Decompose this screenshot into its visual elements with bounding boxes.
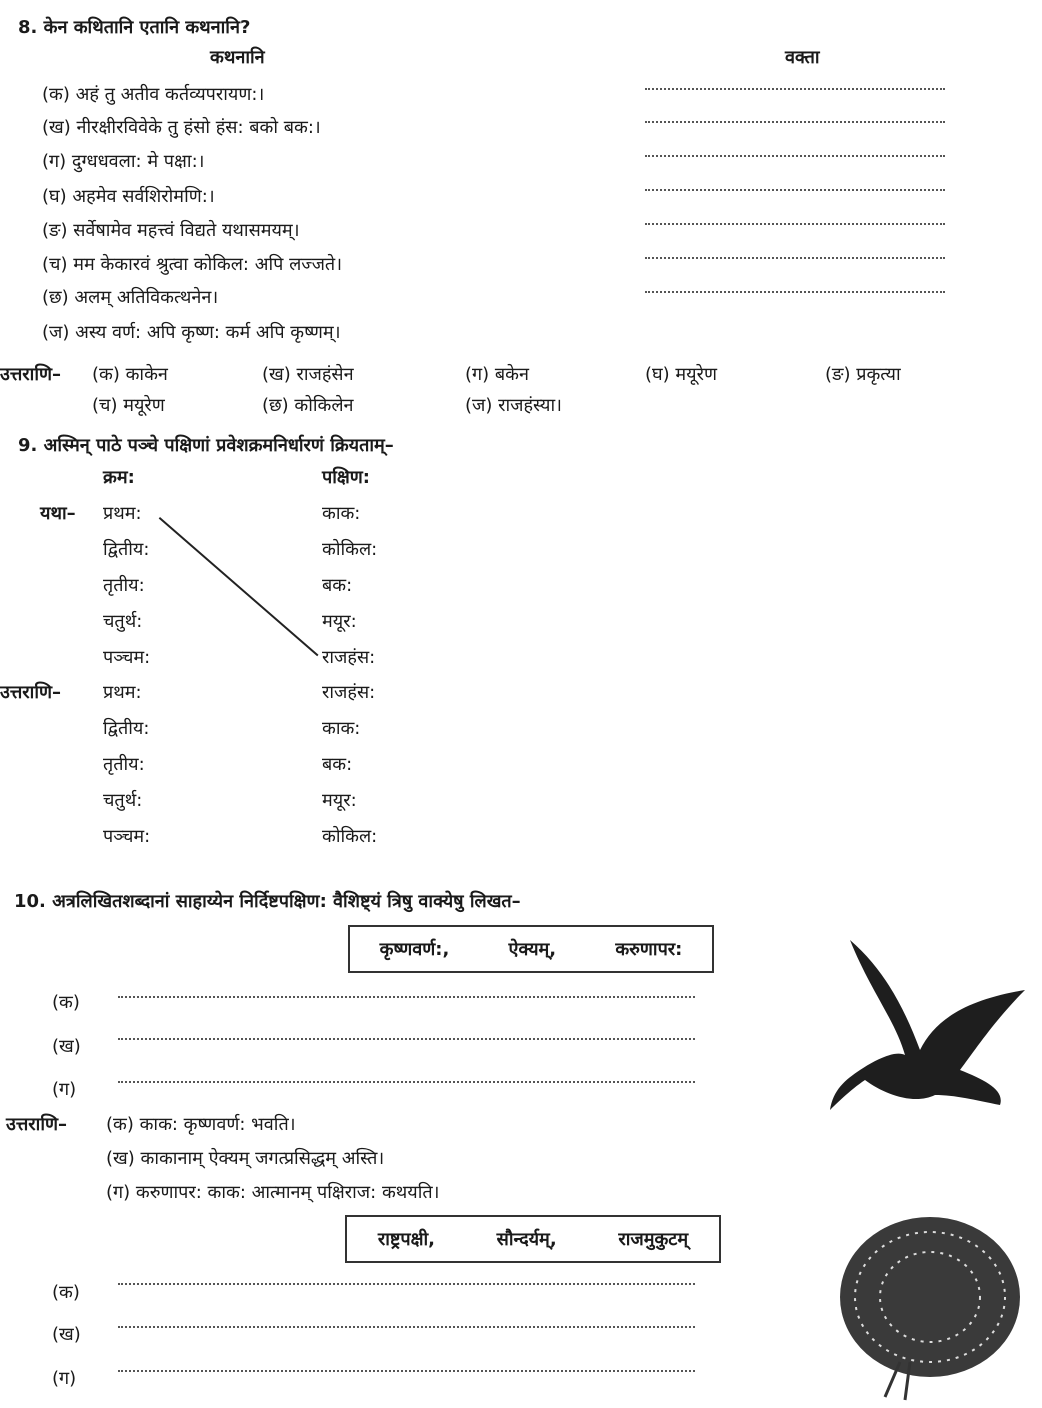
q8-answer: (क) काकेन (92, 364, 168, 385)
q10-title: 10. अत्रलिखितशब्दानां साहाय्येन निर्दिष्टपक्षिण: वैशिष्ट्यं त्रिषु वाक्येषु लिखत– (14, 891, 521, 912)
q9-bird: मयूर: (322, 611, 357, 632)
answer-blank[interactable] (645, 155, 945, 157)
q9-order: तृतीय: (103, 754, 145, 775)
answer-blank[interactable] (645, 223, 945, 225)
q9-bird: काक: (322, 718, 361, 739)
q8-title: 8. केन कथितानि एतानि कथनानि? (18, 17, 251, 38)
q8-answer: (छ) कोकिलेन (262, 395, 354, 416)
q9-title: 9. अस्मिन् पाठे पञ्चे पक्षिणां प्रवेशक्रमनिर्धारणं क्रियताम्– (18, 435, 394, 456)
q8-answer: (ग) बकेन (465, 364, 529, 385)
answer-blank[interactable] (118, 1038, 695, 1040)
q9-order: पञ्चम: (103, 826, 151, 847)
q10-answer: (ख) काकानाम् ऐक्यम् जगत्प्रसिद्धम् अस्ति। (106, 1148, 385, 1169)
q8-answer: (ज) राजहंस्या। (465, 395, 562, 416)
q9-bird: राजहंस: (322, 647, 376, 668)
q8-answer: (ख) राजहंसेन (262, 364, 354, 385)
q10-answers-label: उत्तराणि– (6, 1114, 68, 1135)
q8-item: (ङ) सर्वेषामेव महत्त्वं विद्यते यथासमयम्। (42, 220, 300, 241)
word-box-crow (348, 925, 714, 973)
q9-bird: कोकिल: (322, 539, 378, 560)
word: राष्ट्रपक्षी, (377, 1229, 435, 1250)
answer-blank[interactable] (645, 88, 945, 90)
q9-order: द्वितीय: (103, 539, 150, 560)
q8-answer: (घ) मयूरेण (645, 364, 717, 385)
q9-order: प्रथम: (103, 503, 142, 524)
word: राजमुकुटम् (618, 1229, 689, 1250)
q8-item: (घ) अहमेव सर्वशिरोमणि:। (42, 186, 215, 207)
q10-answer: (क) काक: कृष्णवर्ण: भवति। (106, 1114, 296, 1135)
q8-answer: (ङ) प्रकृत्या (825, 364, 901, 385)
q8-col-speaker: वक्ता (785, 47, 820, 68)
answer-blank[interactable] (118, 1370, 695, 1372)
q9-col-birds: पक्षिण: (322, 467, 371, 488)
matching-line (159, 517, 319, 656)
answer-blank[interactable] (118, 1283, 695, 1285)
q8-item: (छ) अलम् अतिविकत्थनेन। (42, 287, 219, 308)
word-box-peacock (345, 1215, 721, 1263)
q10-label: (ग) (52, 1368, 77, 1389)
q9-bird: काक: (322, 503, 361, 524)
q10-label: (क) (52, 1282, 80, 1303)
q9-order: चतुर्थ: (103, 611, 143, 632)
q8-item: (च) मम केकारवं श्रुत्वा कोकिल: अपि लज्जते। (42, 254, 343, 275)
q9-col-order: क्रम: (103, 467, 135, 488)
q9-example-label: यथा– (40, 503, 76, 524)
answer-blank[interactable] (118, 1326, 695, 1328)
q8-answers-label: उत्तराणि– (0, 364, 62, 385)
q9-bird: राजहंस: (322, 682, 376, 703)
q9-bird: कोकिल: (322, 826, 378, 847)
answer-blank[interactable] (118, 996, 695, 998)
q8-item: (क) अहं तु अतीव कर्तव्यपरायण:। (42, 84, 265, 105)
q9-bird: बक: (322, 575, 353, 596)
crow-illustration (825, 930, 1035, 1145)
answer-blank[interactable] (645, 257, 945, 259)
q10-label: (ख) (52, 1036, 81, 1057)
q8-answer: (च) मयूरेण (92, 395, 165, 416)
q8-item: (ग) दुग्धधवला: मे पक्षा:। (42, 151, 205, 172)
peacock-illustration (830, 1212, 1025, 1407)
q8-item: (ख) नीरक्षीरविवेके तु हंसो हंस: बको बक:। (42, 117, 321, 138)
q9-order: द्वितीय: (103, 718, 150, 739)
q9-order: तृतीय: (103, 575, 145, 596)
q8-col-statements: कथनानि (210, 47, 265, 68)
q9-bird: मयूर: (322, 790, 357, 811)
q10-answer: (ग) करुणापर: काक: आत्मानम् पक्षिराज: कथयति। (106, 1182, 440, 1203)
q9-order: पञ्चम: (103, 647, 151, 668)
q10-label: (क) (52, 992, 80, 1013)
word: करुणापर: (615, 939, 683, 960)
q10-label: (ख) (52, 1324, 81, 1345)
q9-answers-label: उत्तराणि– (0, 682, 62, 703)
answer-blank[interactable] (645, 121, 945, 123)
answer-blank[interactable] (645, 189, 945, 191)
q10-label: (ग) (52, 1079, 77, 1100)
q9-order: प्रथम: (103, 682, 142, 703)
word: ऐक्यम्, (508, 939, 557, 960)
q8-item: (ज) अस्य वर्ण: अपि कृष्ण: कर्म अपि कृष्णम्। (42, 322, 341, 343)
q9-bird: बक: (322, 754, 353, 775)
q9-order: चतुर्थ: (103, 790, 143, 811)
word: सौन्दर्यम्, (496, 1229, 557, 1250)
answer-blank[interactable] (645, 291, 945, 293)
word: कृष्णवर्ण:, (379, 939, 450, 960)
answer-blank[interactable] (118, 1081, 695, 1083)
